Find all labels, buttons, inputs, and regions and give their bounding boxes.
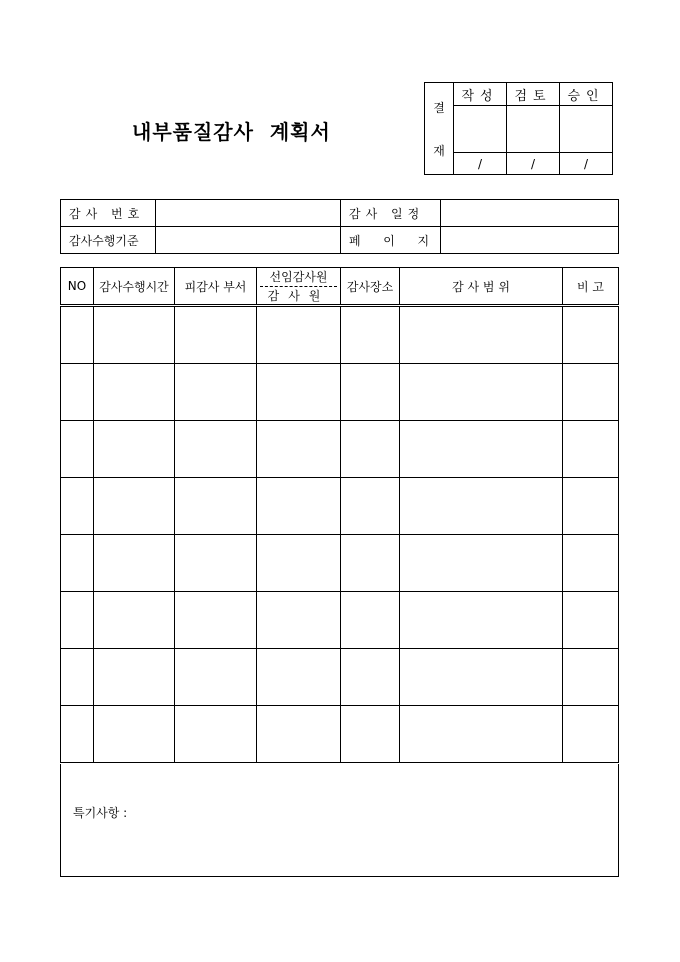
cell[interactable] [257,706,341,763]
cell[interactable] [61,592,94,649]
cell[interactable] [341,421,400,478]
col-header-scope: 감 사 범 위 [400,268,563,306]
cell[interactable] [61,649,94,706]
cell[interactable] [94,306,175,364]
criteria-label: 감사수행기준 [61,227,156,254]
cell[interactable] [257,592,341,649]
special-notes-label: 특기사항 : [73,806,128,820]
cell[interactable] [94,478,175,535]
cell[interactable] [61,306,94,364]
cell[interactable] [563,478,619,535]
cell[interactable] [400,306,563,364]
table-body [61,306,619,763]
cell[interactable] [175,535,257,592]
cell[interactable] [563,706,619,763]
cell[interactable] [175,649,257,706]
cell[interactable] [563,364,619,421]
cell[interactable] [341,592,400,649]
cell[interactable] [341,478,400,535]
approval-header-write: 작성 [454,83,507,106]
cell[interactable] [400,649,563,706]
table-row [61,649,619,706]
cell[interactable] [341,364,400,421]
schedule-label: 감사 일정 [341,200,441,227]
date-cell-write[interactable]: / [454,153,507,175]
page-label: 페 이 지 [341,227,441,254]
cell[interactable] [341,706,400,763]
document-title: 내부품질감사 계획서 [132,120,331,144]
cell[interactable] [61,535,94,592]
cell[interactable] [400,364,563,421]
cell[interactable] [94,592,175,649]
col-header-dept: 피감사 부서 [175,268,257,306]
cell[interactable] [94,421,175,478]
approval-header-approve: 승인 [560,83,613,106]
cell[interactable] [257,306,341,364]
cell[interactable] [257,364,341,421]
date-cell-review[interactable]: / [507,153,560,175]
cell[interactable] [61,421,94,478]
col-header-time: 감사수행시간 [94,268,175,306]
cell[interactable] [563,306,619,364]
cell[interactable] [94,535,175,592]
cell[interactable] [257,649,341,706]
col-header-remarks: 비 고 [563,268,619,306]
approval-side-label: 결 재 [425,83,454,175]
sign-cell-approve[interactable] [560,106,613,153]
cell[interactable] [400,421,563,478]
cell[interactable] [400,592,563,649]
col-header-auditor: 감사원 [267,289,330,303]
table-row [61,421,619,478]
cell[interactable] [175,306,257,364]
cell[interactable] [341,649,400,706]
table-row [61,364,619,421]
cell[interactable] [400,706,563,763]
cell[interactable] [61,364,94,421]
col-header-place: 감사장소 [341,268,400,306]
cell[interactable] [175,478,257,535]
sign-cell-review[interactable] [507,106,560,153]
cell[interactable] [61,706,94,763]
cell[interactable] [563,421,619,478]
col-header-no: NO [61,268,94,306]
cell[interactable] [94,706,175,763]
cell[interactable] [563,649,619,706]
cell[interactable] [341,535,400,592]
audit-plan-table [60,267,619,763]
approval-header-review: 검토 [507,83,560,106]
cell[interactable] [400,535,563,592]
cell[interactable] [94,649,175,706]
table-row [61,535,619,592]
approval-box [424,82,613,175]
cell[interactable] [563,535,619,592]
cell[interactable] [61,478,94,535]
audit-info-table [60,199,619,254]
cell[interactable] [257,478,341,535]
cell[interactable] [175,592,257,649]
audit-no-field[interactable] [156,200,341,227]
date-cell-approve[interactable]: / [560,153,613,175]
col-header-lead-auditor: 선임감사원 [260,268,337,287]
cell[interactable] [257,421,341,478]
table-row [61,706,619,763]
table-row [61,592,619,649]
criteria-field[interactable] [156,227,341,254]
audit-no-label: 감사 번호 [61,200,156,227]
cell[interactable] [341,306,400,364]
cell[interactable] [94,364,175,421]
cell[interactable] [175,364,257,421]
cell[interactable] [563,592,619,649]
col-header-auditors [257,268,341,306]
page-field[interactable] [441,227,619,254]
table-row [61,306,619,364]
cell[interactable] [175,706,257,763]
special-notes-box[interactable] [60,764,619,877]
cell[interactable] [175,421,257,478]
cell[interactable] [400,478,563,535]
sign-cell-write[interactable] [454,106,507,153]
cell[interactable] [257,535,341,592]
table-row [61,478,619,535]
schedule-field[interactable] [441,200,619,227]
